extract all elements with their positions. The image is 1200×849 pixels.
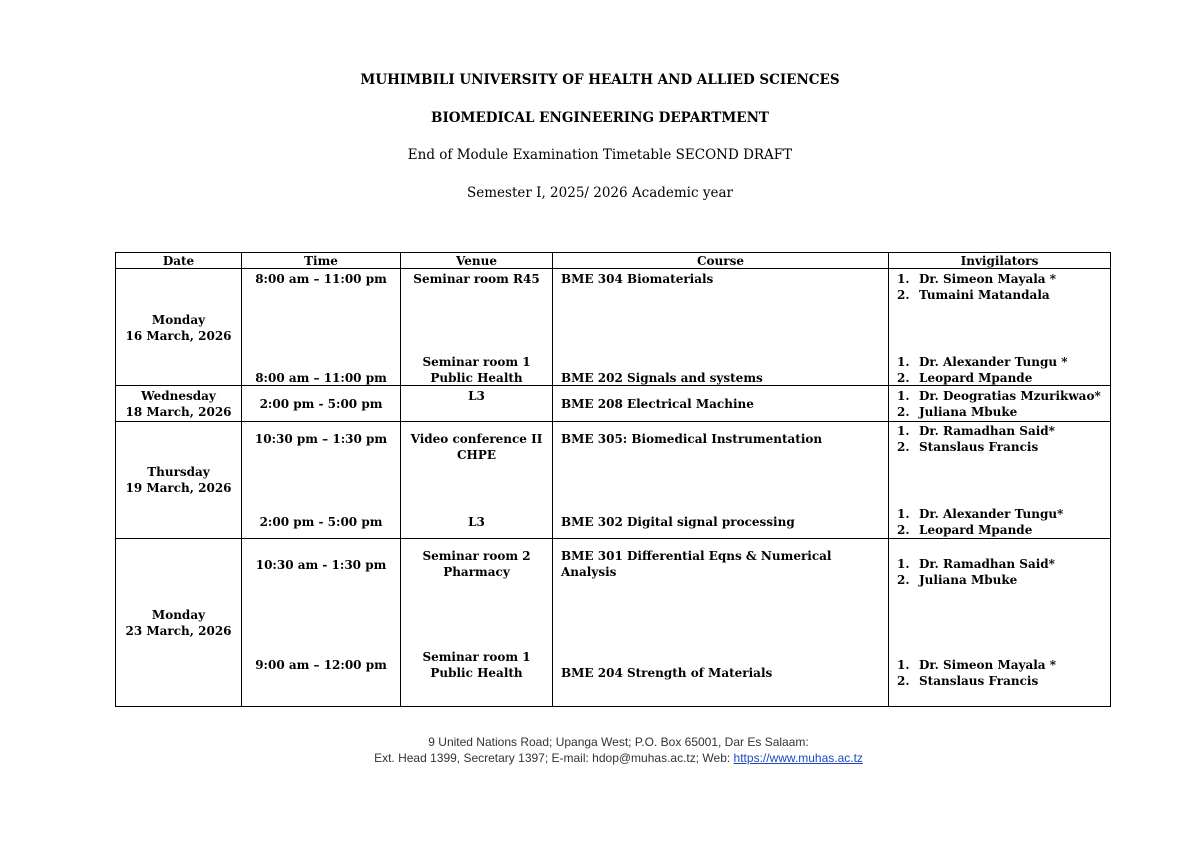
- list-number: 2.: [897, 573, 910, 587]
- column-divider: [888, 252, 889, 707]
- invigilator-name: Dr. Deogratias Mzurikwao*: [919, 389, 1101, 403]
- list-number: 2.: [897, 405, 910, 419]
- department-name: BIOMEDICAL ENGINEERING DEPARTMENT: [431, 110, 769, 126]
- row-divider: [115, 421, 1111, 422]
- exam-time: 8:00 am – 11:00 pm: [255, 371, 387, 385]
- list-number: 2.: [897, 523, 910, 537]
- date-cell: [116, 464, 241, 496]
- exam-venue: [401, 431, 552, 463]
- list-number: 1.: [897, 557, 910, 571]
- date-value: 23 March, 2026: [125, 624, 232, 638]
- invigilator-list: [897, 657, 1056, 689]
- row-divider: [115, 538, 1111, 539]
- invigilator-name: Stanslaus Francis: [919, 674, 1039, 688]
- footer-contact: [0, 751, 1200, 766]
- invigilator-list: [897, 556, 1055, 588]
- exam-time: 10:30 pm – 1:30 pm: [254, 432, 388, 446]
- exam-venue: Seminar room R45: [413, 272, 540, 286]
- exam-time: 10:30 am - 1:30 pm: [255, 558, 387, 572]
- invigilator-list: [897, 423, 1055, 455]
- exam-course: BME 208 Electrical Machine: [561, 397, 754, 411]
- column-header-course: Course: [697, 254, 744, 268]
- invigilator-name: Dr. Ramadhan Said*: [919, 424, 1055, 438]
- venue-line: Public Health: [430, 666, 523, 680]
- invigilator-name: Juliana Mbuke: [919, 405, 1018, 419]
- venue-line: Seminar room 1: [422, 650, 531, 664]
- exam-course: BME 304 Biomaterials: [561, 272, 714, 286]
- venue-line: Seminar room 1: [422, 355, 531, 369]
- invigilator-name: Tumaini Matandala: [919, 288, 1050, 302]
- exam-course: BME 202 Signals and systems: [561, 371, 763, 385]
- list-number: 1.: [897, 507, 910, 521]
- date-cell: [116, 607, 241, 639]
- venue-line: Seminar room 2: [422, 549, 531, 563]
- list-number: 1.: [897, 658, 910, 672]
- invigilator-list: [897, 354, 1068, 386]
- invigilator-name: Leopard Mpande: [919, 371, 1033, 385]
- column-divider: [552, 252, 553, 707]
- exam-course: BME 301 Differential Eqns & Numerical Analysis: [561, 549, 832, 579]
- invigilator-name: Leopard Mpande: [919, 523, 1033, 537]
- document-subtitle: End of Module Examination Timetable SECOND DRAFT: [407, 147, 793, 163]
- semester-line: Semester I, 2025/ 2026 Academic year: [467, 185, 733, 201]
- exam-course: BME 204 Strength of Materials: [561, 666, 773, 680]
- invigilator-name: Dr. Simeon Mayala *: [919, 272, 1057, 286]
- exam-course: BME 302 Digital signal processing: [561, 515, 795, 529]
- exam-time: 9:00 am – 12:00 pm: [255, 658, 387, 672]
- column-header-date: Date: [162, 254, 195, 268]
- footer-address: 9 United Nations Road; Upanga West; P.O. Box 65001, Dar Es Salaam:: [428, 735, 809, 749]
- date-value: 19 March, 2026: [125, 481, 232, 495]
- date-day: Thursday: [147, 465, 210, 479]
- invigilator-name: Dr. Alexander Tungu *: [919, 355, 1068, 369]
- column-divider: [241, 252, 242, 707]
- table-border-bottom: [115, 706, 1111, 707]
- website-link[interactable]: https://www.muhas.ac.tz: [733, 751, 863, 765]
- list-number: 2.: [897, 371, 910, 385]
- date-value: 16 March, 2026: [125, 329, 232, 343]
- invigilator-name: Dr. Alexander Tungu*: [919, 507, 1064, 521]
- exam-venue: L3: [468, 389, 485, 403]
- list-number: 2.: [897, 288, 910, 302]
- date-cell: [116, 312, 241, 344]
- date-day: Monday: [151, 313, 206, 327]
- exam-time: 2:00 pm - 5:00 pm: [259, 397, 383, 411]
- list-number: 1.: [897, 272, 910, 286]
- date-day: Monday: [151, 608, 206, 622]
- exam-venue: [401, 548, 552, 580]
- column-divider: [1110, 252, 1111, 707]
- column-header-invigilators: Invigilators: [960, 254, 1039, 268]
- venue-line: CHPE: [456, 448, 497, 462]
- exam-time: 8:00 am – 11:00 pm: [255, 272, 387, 286]
- date-value: 18 March, 2026: [125, 405, 232, 419]
- venue-line: Public Health: [430, 371, 523, 385]
- list-number: 1.: [897, 389, 910, 403]
- date-cell: [116, 388, 241, 420]
- column-header-venue: Venue: [456, 254, 497, 268]
- invigilator-list: [897, 388, 1101, 420]
- exam-course: BME 305: Biomedical Instrumentation: [561, 432, 823, 446]
- exam-venue: [401, 354, 552, 386]
- list-number: 1.: [897, 424, 910, 438]
- university-name: MUHIMBILI UNIVERSITY OF HEALTH AND ALLIED SCIENCES: [360, 72, 840, 88]
- invigilator-name: Juliana Mbuke: [919, 573, 1018, 587]
- column-header-time: Time: [304, 254, 338, 268]
- invigilator-name: Dr. Ramadhan Said*: [919, 557, 1055, 571]
- list-number: 2.: [897, 440, 910, 454]
- footer-contact-text: Ext. Head 1399, Secretary 1397; E-mail: hdop@muhas.ac.tz; Web:: [374, 751, 734, 765]
- list-number: 2.: [897, 674, 910, 688]
- invigilator-name: Dr. Simeon Mayala *: [919, 658, 1057, 672]
- exam-time: 2:00 pm - 5:00 pm: [259, 515, 383, 529]
- venue-line: Pharmacy: [443, 565, 510, 579]
- list-number: 1.: [897, 355, 910, 369]
- invigilator-list: [897, 271, 1056, 303]
- invigilator-name: Stanslaus Francis: [919, 440, 1039, 454]
- venue-line: Video conference II: [410, 432, 543, 446]
- invigilator-list: [897, 506, 1063, 538]
- exam-venue: L3: [468, 515, 485, 529]
- exam-venue: [401, 649, 552, 681]
- date-day: Wednesday: [141, 389, 216, 403]
- column-divider: [400, 252, 401, 707]
